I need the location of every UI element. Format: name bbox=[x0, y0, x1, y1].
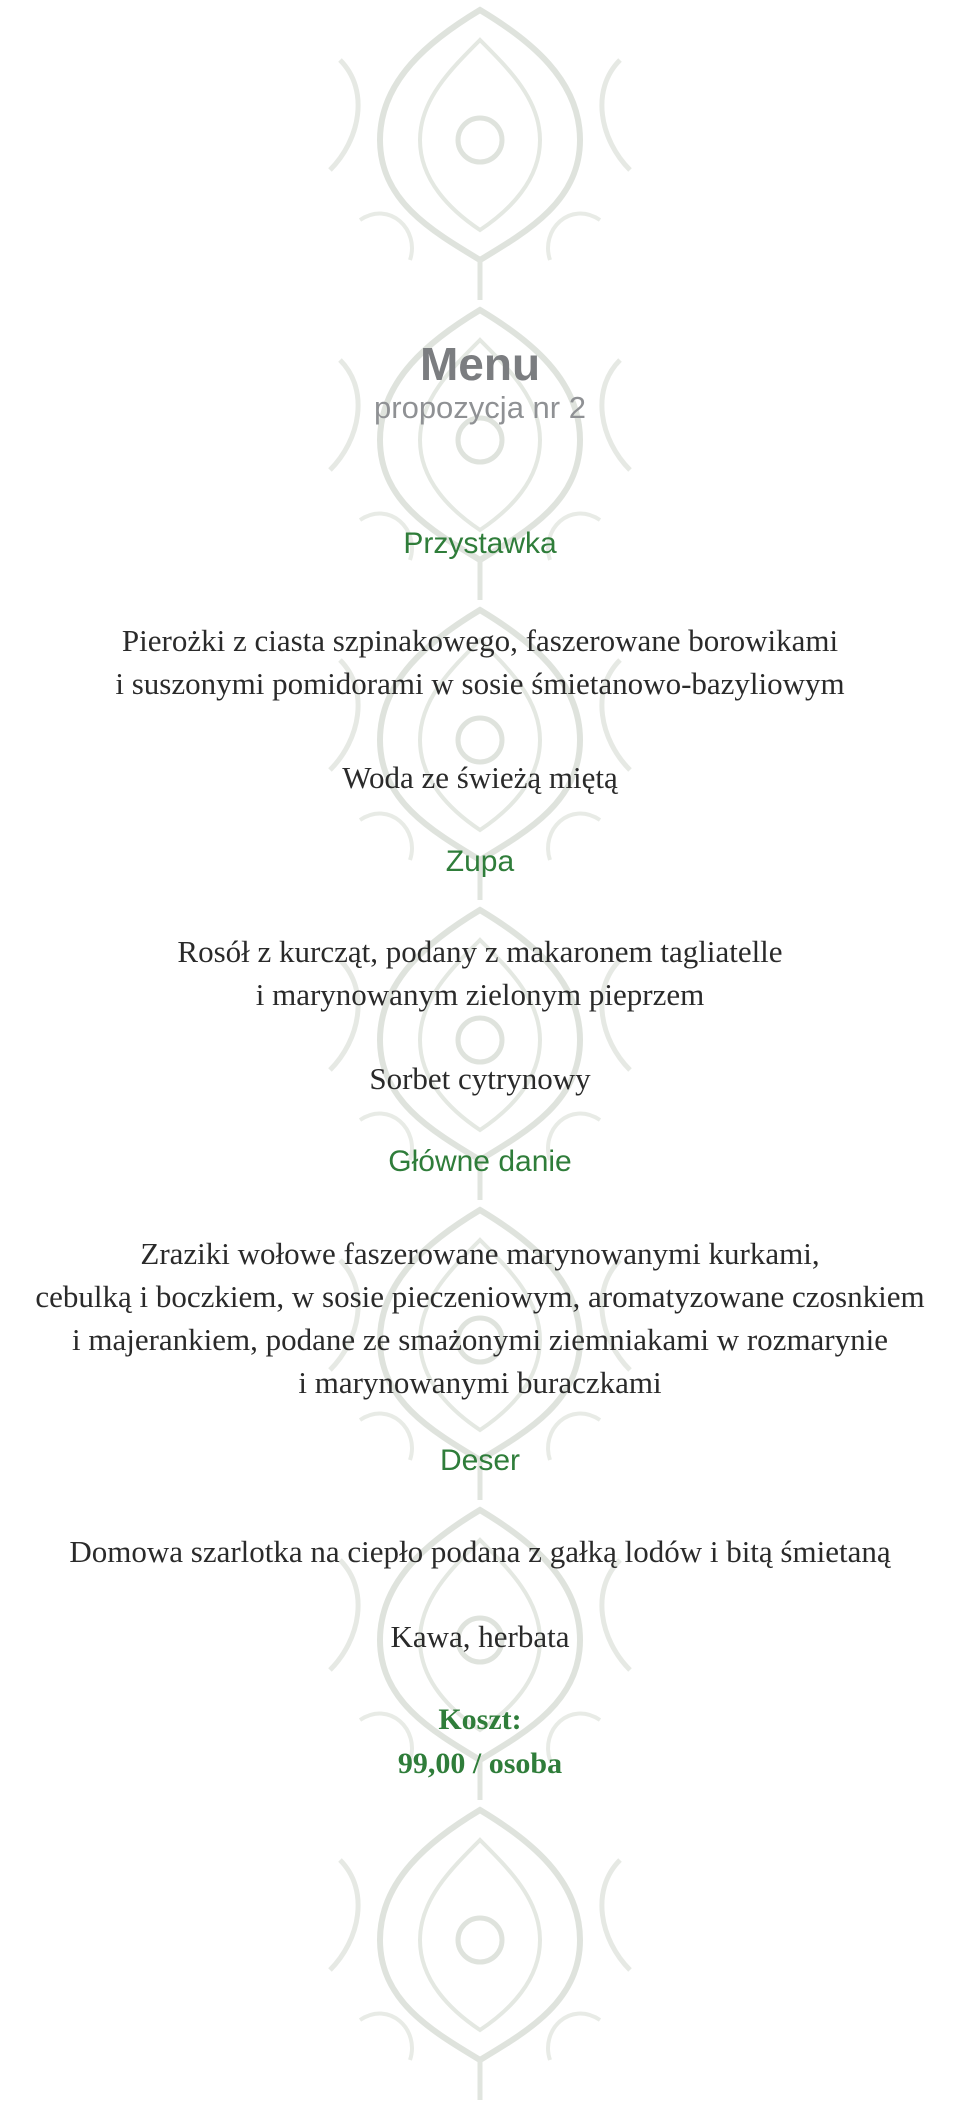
cost-value: 99,00 / osoba bbox=[397, 1747, 563, 1780]
dish-line: Zraziki wołowe faszerowane marynowanymi kurkami, bbox=[140, 1236, 820, 1271]
dish-line: i majerankiem, podane ze smażonymi ziemniakami w rozmarynie bbox=[71, 1322, 889, 1357]
dish-line: Pierożki z ciasta szpinakowego, faszerowane borowikami bbox=[121, 623, 839, 658]
section-heading-main: Główne danie bbox=[388, 1145, 572, 1178]
dish-line: Kawa, herbata bbox=[390, 1619, 570, 1654]
cost-label: Koszt: bbox=[438, 1703, 522, 1736]
dish-line: cebulką i boczkiem, w sosie pieczeniowym, aromatyzowane czosnkiem bbox=[35, 1279, 925, 1314]
dish-line: Woda ze świeżą miętą bbox=[342, 760, 618, 795]
dish-line: i marynowanym zielonym pieprzem bbox=[255, 977, 705, 1012]
page-subtitle: propozycja nr 2 bbox=[374, 390, 586, 425]
dish-line: i suszonymi pomidorami w sosie śmietanowo-bazyliowym bbox=[115, 666, 845, 701]
section-heading-appetizer: Przystawka bbox=[403, 527, 557, 560]
dish-line: Sorbet cytrynowy bbox=[369, 1061, 591, 1096]
dish-line: Domowa szarlotka na ciepło podana z gałką lodów i bitą śmietaną bbox=[69, 1534, 891, 1569]
section-heading-soup: Zupa bbox=[445, 845, 515, 878]
page-title: Menu bbox=[419, 338, 541, 390]
dish-line: Rosół z kurcząt, podany z makaronem tagliatelle bbox=[177, 934, 783, 969]
section-heading-dessert: Deser bbox=[439, 1444, 521, 1477]
dish-line: i marynowanymi buraczkami bbox=[298, 1365, 662, 1400]
